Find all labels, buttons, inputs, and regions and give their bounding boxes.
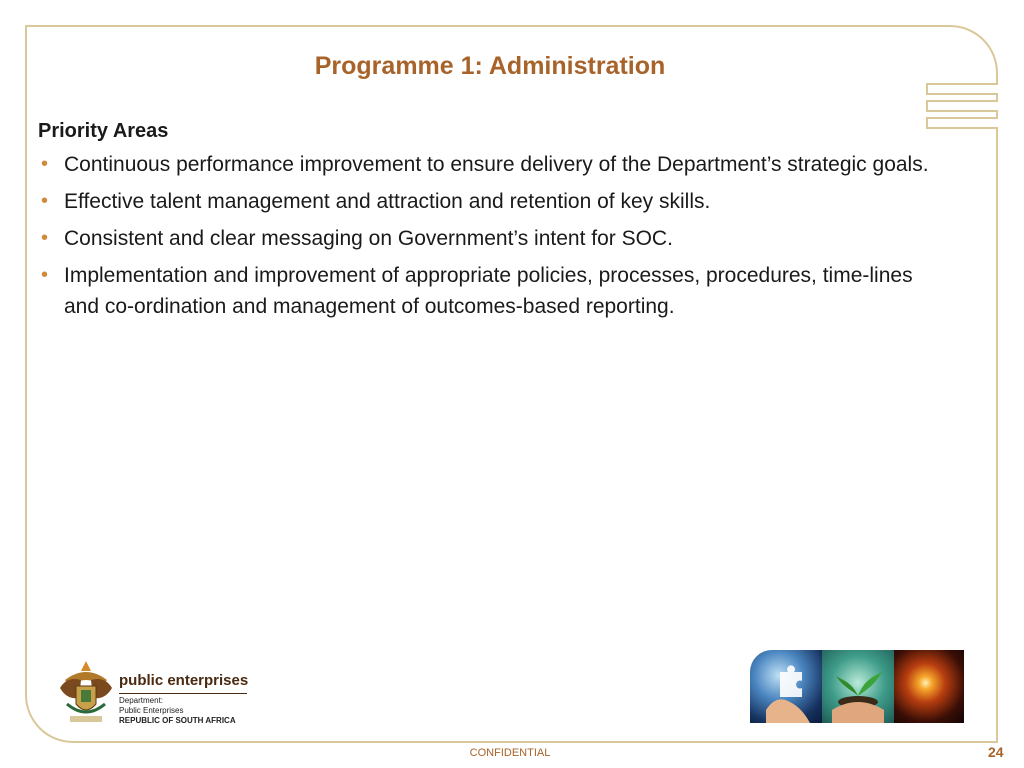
photo-strip: [750, 650, 964, 723]
seedling-hands-photo: [822, 650, 894, 723]
page-number: 24: [988, 744, 1004, 760]
slide-title: Programme 1: Administration: [314, 52, 666, 80]
bullet-text: Continuous performance improvement to ensure delivery of the Department’s strategic goals.: [64, 153, 929, 176]
puzzle-piece-icon: [750, 650, 822, 723]
bullet-item: [38, 260, 948, 322]
bullet-text: Effective talent management and attraction and retention of key skills.: [64, 190, 711, 213]
slide-content: [38, 120, 948, 328]
bullet-list: [38, 149, 948, 322]
bullet-text: Implementation and improvement of appropriate policies, processes, procedures, time-lines and co-ordination and management of outcomes-based reporting.: [64, 264, 913, 318]
confidential-label: CONFIDENTIAL: [469, 747, 551, 759]
decorative-bar: [926, 100, 998, 112]
brand-divider: [119, 693, 247, 694]
bullet-item: [38, 149, 948, 180]
country-name: REPUBLIC OF SOUTH AFRICA: [119, 716, 236, 725]
seedling-icon: [822, 650, 894, 723]
department-value: Public Enterprises: [119, 706, 184, 715]
bullet-icon: •: [41, 227, 49, 249]
bullet-item: [38, 223, 948, 254]
department-name: [119, 696, 183, 716]
bullet-text: Consistent and clear messaging on Government’s intent for SOC.: [64, 227, 673, 250]
decorative-bar: [926, 83, 998, 95]
subheading: Priority Areas: [38, 120, 169, 142]
puzzle-hands-photo: [750, 650, 822, 723]
brand-name: public enterprises: [119, 672, 249, 689]
bullet-icon: •: [41, 190, 49, 212]
light-burst-photo: [894, 650, 964, 723]
bullet-item: [38, 186, 948, 217]
bullet-icon: •: [41, 153, 49, 175]
bullet-icon: •: [41, 264, 49, 286]
department-label: Department:: [119, 696, 164, 705]
department-logo: [57, 658, 257, 728]
coat-of-arms-icon: [57, 658, 115, 728]
